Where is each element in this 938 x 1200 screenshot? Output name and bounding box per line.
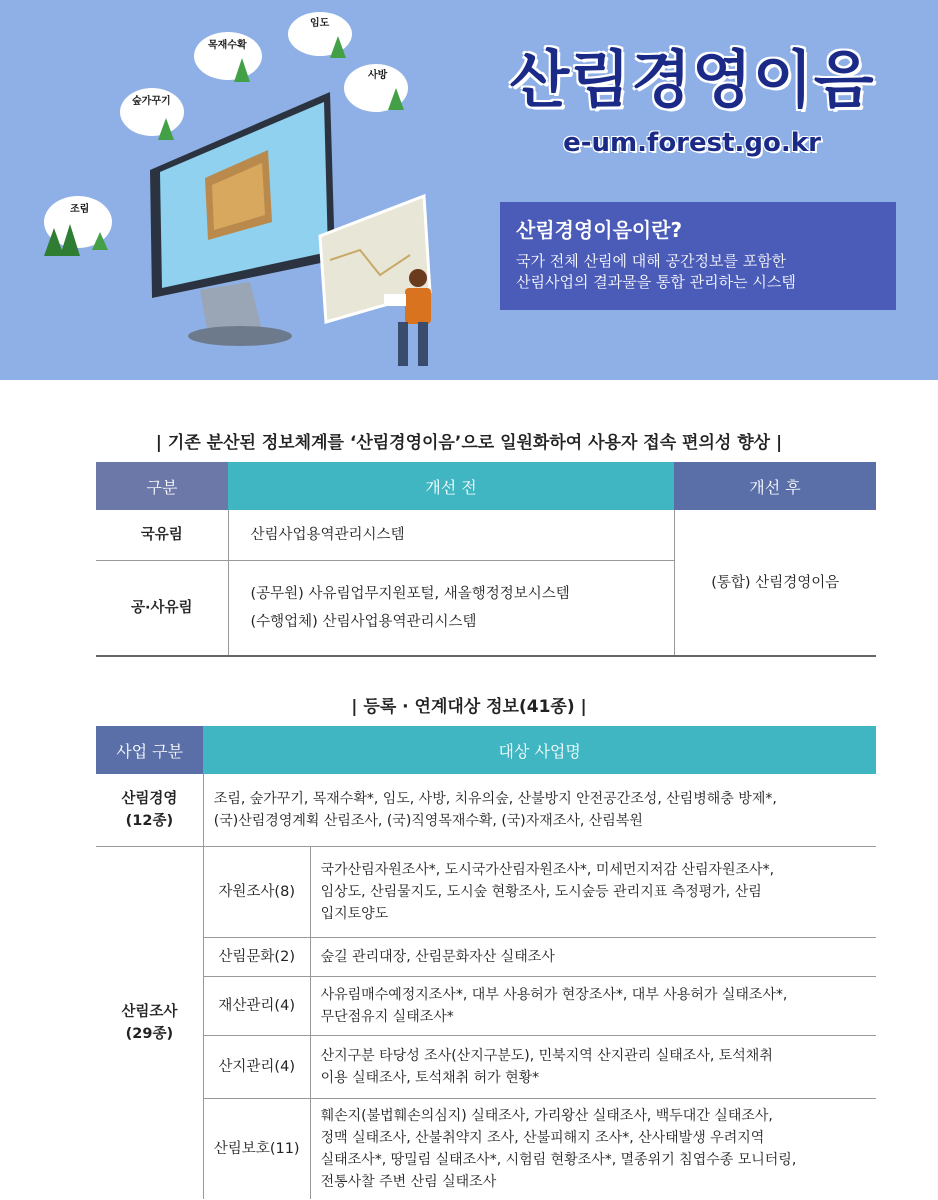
content-line: 정맥 실태조사, 산불취약지 조사, 산불피해지 조사*, 산사태발생 우려지역: [320, 1130, 765, 1146]
row-before-line: (수행업체) 산림사업용역관리시스템: [250, 614, 477, 630]
registration-table: [96, 726, 876, 1199]
sub-category: 재산관리(4): [203, 977, 310, 1036]
info-body: [516, 251, 880, 293]
cloud-planting: [44, 196, 112, 256]
header-target-projects: 대상 사업명: [203, 726, 876, 774]
cloud-tending: [120, 88, 184, 140]
group-label-count: (12종): [125, 813, 174, 829]
header-before: 개선 전: [228, 462, 674, 510]
info-body-line: 산림사업의 결과물을 통합 관리하는 시스템: [516, 273, 796, 291]
cloud-erosion-control: [344, 64, 408, 112]
sub-content: [310, 1099, 876, 1200]
cloud-forest-road: [288, 12, 352, 58]
row-before: [228, 561, 674, 657]
info-box: [500, 202, 896, 310]
hero-banner: [0, 0, 938, 380]
table-row: [96, 977, 876, 1036]
section2-title: | 등록 · 연계대상 정보(41종) |: [351, 697, 587, 717]
table-row: [96, 774, 876, 847]
cloud-label-harvest: 목재수확: [208, 40, 247, 51]
sub-content: [310, 938, 876, 977]
content-line: 조림, 숲가꾸기, 목재수확*, 임도, 사방, 치유의숲, 산불방지 안전공간조성, 산림병해충 방제*,: [213, 791, 777, 807]
content-line: 실태조사*, 땅밀림 실태조사*, 시험림 현황조사*, 멸종위기 침엽수종 모니터링,: [320, 1152, 797, 1168]
row-after: (통합) 산림경영이음: [674, 510, 876, 656]
info-body-line: 국가 전체 산림에 대해 공간정보를 포함한: [516, 252, 787, 270]
content-line: 숲길 관리대장, 산림문화자산 실태조사: [320, 949, 555, 965]
row-label: 공·사유림: [130, 600, 193, 616]
table-header-row: [96, 462, 876, 510]
table-row: [96, 1036, 876, 1099]
content-line: 훼손지(불법훼손의심지) 실태조사, 가리왕산 실태조사, 백두대간 실태조사,: [320, 1108, 773, 1124]
content-line: 국가산림자원조사*, 도시국가산림자원조사*, 미세먼지저감 산림자원조사*,: [320, 862, 775, 878]
section1-title: | 기존 분산된 정보체계를 ‘산림경영이음’으로 일원화하여 사용자 접속 편의성 향상 |: [155, 433, 783, 453]
content-line: 임상도, 산림물지도, 도시숲 현황조사, 도시숲등 관리지표 측정평가, 산림: [320, 884, 762, 900]
table-row: [96, 938, 876, 977]
header-after: 개선 후: [674, 462, 876, 510]
group-label-name: 산림조사: [121, 1004, 178, 1020]
table-row: [96, 847, 876, 938]
content-line: 입지토양도: [320, 906, 389, 922]
content-line: (국)산림경영계획 산림조사, (국)직영목재수확, (국)자재조사, 산림복원: [213, 813, 643, 829]
hero-title: 산림경영이음: [509, 43, 875, 116]
cloud-harvest: [194, 32, 262, 82]
group-label-name: 산림경영: [121, 791, 178, 807]
table-row: [96, 1099, 876, 1200]
group-label-count: (29종): [125, 1026, 174, 1042]
content-line: 전통사찰 주변 산림 실태조사: [320, 1174, 497, 1190]
cloud-label-planting: 조림: [70, 204, 90, 215]
sub-category: 산림보호(11): [203, 1099, 310, 1200]
row-label: 국유림: [96, 510, 228, 561]
content-line: 산지구분 타당성 조사(산지구분도), 민북지역 산지관리 실태조사, 토석채취: [320, 1048, 773, 1064]
cloud-label-forest-road: 임도: [310, 18, 330, 29]
table-row: [96, 510, 876, 561]
sub-category: 산림문화(2): [203, 938, 310, 977]
sub-category: 산지관리(4): [203, 1036, 310, 1099]
table-header-row: [96, 726, 876, 774]
content-line: 사유림매수예정지조사*, 대부 사용허가 현장조사*, 대부 사용허가 실태조사*,: [320, 987, 788, 1003]
forest-it-illustration: [0, 0, 470, 380]
group-label: [96, 774, 203, 847]
comparison-table: [96, 462, 876, 657]
content-line: 이용 실태조사, 토석채취 허가 현황*: [320, 1070, 540, 1086]
cloud-label-tending: 숲가꾸기: [132, 96, 171, 107]
sub-content: [310, 977, 876, 1036]
group-label: [96, 847, 203, 1200]
info-title: 산림경영이음이란?: [516, 218, 683, 242]
content-line: 무단점유지 실태조사*: [320, 1009, 454, 1025]
cloud-label-erosion-control: 사방: [368, 70, 388, 81]
header-category: 구분: [96, 462, 228, 510]
hero-url[interactable]: e-um.forest.go.kr: [563, 128, 821, 158]
sub-content: [310, 847, 876, 938]
sub-category: 자원조사(8): [203, 847, 310, 938]
group-content: [203, 774, 876, 847]
sub-content: [310, 1036, 876, 1099]
header-business-type: 사업 구분: [96, 726, 203, 774]
row-before: 산림사업용역관리시스템: [228, 510, 674, 561]
row-before-line: (공무원) 사유림업무지원포털, 새올행정정보시스템: [250, 586, 570, 602]
